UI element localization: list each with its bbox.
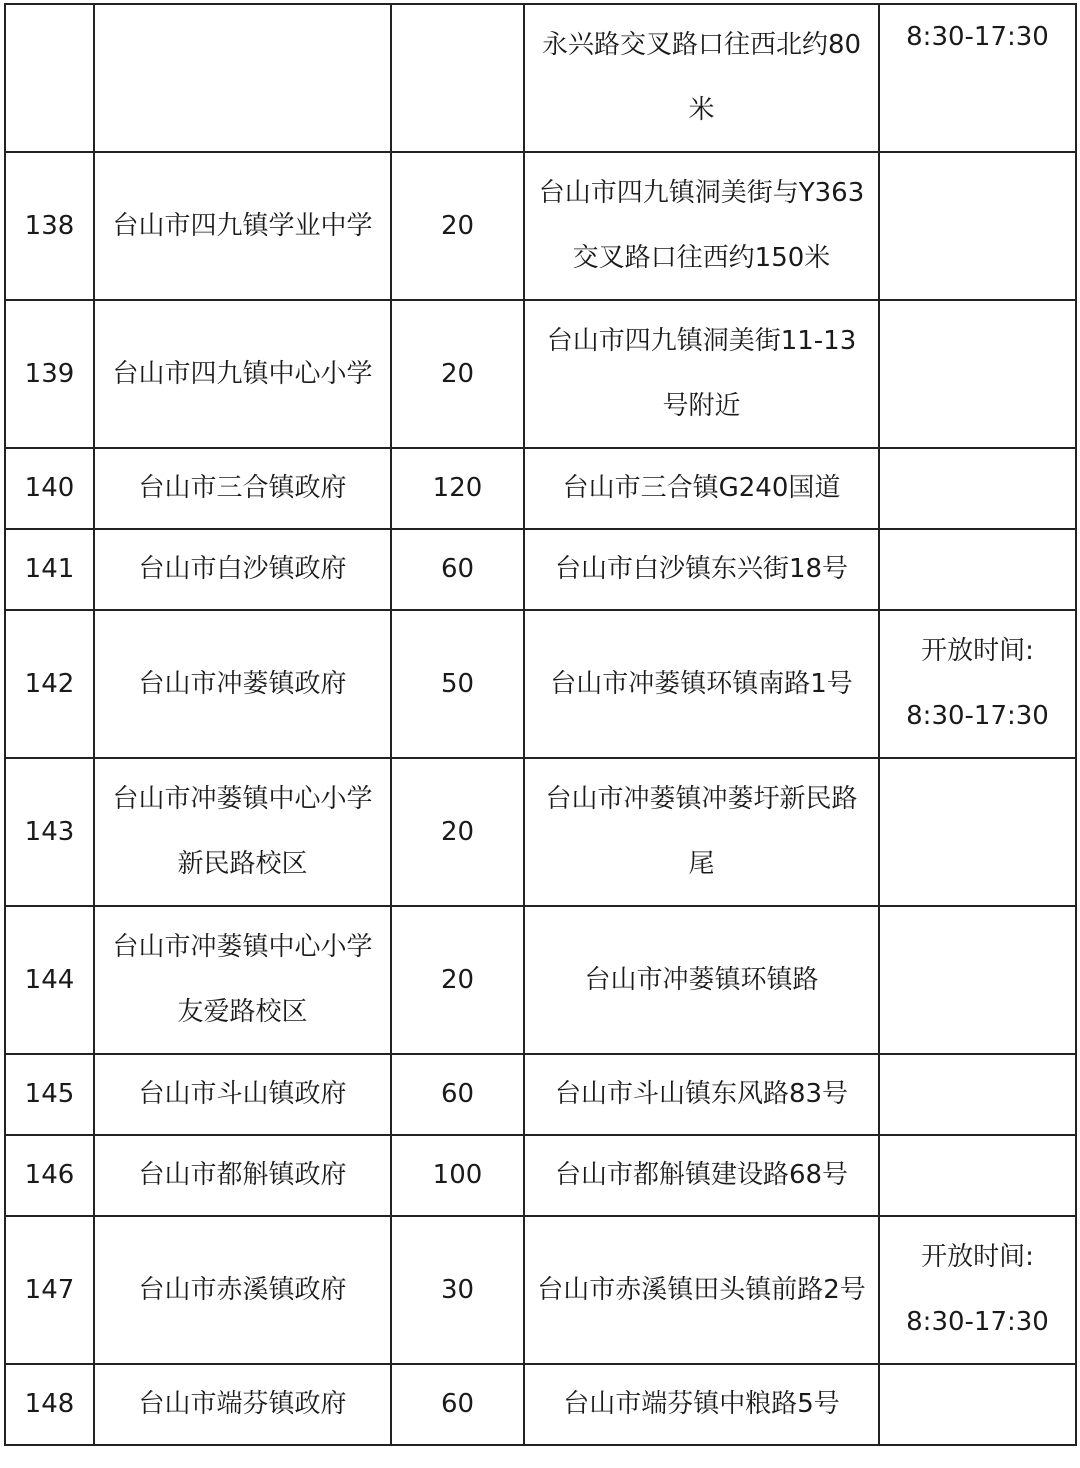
site-count: 50 (391, 610, 524, 758)
site-address: 台山市都斛镇建设路68号 (524, 1135, 879, 1216)
table-row (5, 300, 1076, 448)
open-hours (879, 758, 1076, 906)
site-count: 120 (391, 448, 524, 529)
site-count: 20 (391, 152, 524, 300)
table-row (5, 4, 1076, 152)
open-hours (879, 4, 1076, 152)
row-number: 145 (5, 1054, 94, 1135)
site-address: 台山市斗山镇东风路83号 (524, 1054, 879, 1135)
site-name (94, 4, 391, 152)
table-row (5, 152, 1076, 300)
row-number: 140 (5, 448, 94, 529)
open-hours (879, 1216, 1076, 1364)
site-count: 60 (391, 529, 524, 610)
site-name: 台山市三合镇政府 (94, 448, 391, 529)
site-name: 台山市冲蒌镇中心小学友爱路校区 (94, 906, 391, 1054)
site-address: 台山市冲蒌镇环镇路 (524, 906, 879, 1054)
open-hours (879, 906, 1076, 1054)
site-name: 台山市端芬镇政府 (94, 1364, 391, 1445)
open-hours (879, 300, 1076, 448)
row-number: 144 (5, 906, 94, 1054)
site-address: 台山市四九镇洞美街与Y363交叉路口往西约150米 (524, 152, 879, 300)
site-count: 60 (391, 1054, 524, 1135)
table-row (5, 529, 1076, 610)
site-name: 台山市冲蒌镇中心小学新民路校区 (94, 758, 391, 906)
site-address: 台山市冲蒌镇冲蒌圩新民路尾 (524, 758, 879, 906)
site-address: 台山市赤溪镇田头镇前路2号 (524, 1216, 879, 1364)
row-number: 147 (5, 1216, 94, 1364)
row-number: 142 (5, 610, 94, 758)
site-address: 台山市白沙镇东兴街18号 (524, 529, 879, 610)
table-row (5, 1364, 1076, 1445)
vaccination-sites-table (4, 3, 1077, 1446)
table-row (5, 1135, 1076, 1216)
site-name: 台山市四九镇学业中学 (94, 152, 391, 300)
site-count: 20 (391, 300, 524, 448)
site-count: 30 (391, 1216, 524, 1364)
site-address: 台山市端芬镇中粮路5号 (524, 1364, 879, 1445)
open-hours (879, 1135, 1076, 1216)
site-name: 台山市都斛镇政府 (94, 1135, 391, 1216)
site-count (391, 4, 524, 152)
table-row (5, 758, 1076, 906)
site-count: 20 (391, 906, 524, 1054)
open-hours (879, 448, 1076, 529)
table-row (5, 1054, 1076, 1135)
row-number: 146 (5, 1135, 94, 1216)
table-row (5, 610, 1076, 758)
site-name: 台山市赤溪镇政府 (94, 1216, 391, 1364)
site-name: 台山市四九镇中心小学 (94, 300, 391, 448)
site-address: 台山市四九镇洞美街11-13号附近 (524, 300, 879, 448)
row-number: 138 (5, 152, 94, 300)
row-number: 143 (5, 758, 94, 906)
site-count: 60 (391, 1364, 524, 1445)
site-address: 永兴路交叉路口往西北约80米 (524, 4, 879, 152)
row-number (5, 4, 94, 152)
table-row (5, 906, 1076, 1054)
open-hours-time: 8:30-17:30 (906, 701, 1049, 731)
open-hours (879, 1364, 1076, 1445)
open-hours-time: 8:30-17:30 (906, 22, 1049, 52)
site-address: 台山市三合镇G240国道 (524, 448, 879, 529)
row-number: 139 (5, 300, 94, 448)
site-count: 20 (391, 758, 524, 906)
site-name: 台山市冲蒌镇政府 (94, 610, 391, 758)
open-hours (879, 152, 1076, 300)
site-address: 台山市冲蒌镇环镇南路1号 (524, 610, 879, 758)
table-row (5, 1216, 1076, 1364)
open-hours-label: 开放时间: (921, 1242, 1034, 1272)
site-name: 台山市白沙镇政府 (94, 529, 391, 610)
open-hours (879, 1054, 1076, 1135)
open-hours (879, 610, 1076, 758)
row-number: 148 (5, 1364, 94, 1445)
open-hours-label: 开放时间: (921, 636, 1034, 666)
table-row (5, 448, 1076, 529)
open-hours-time: 8:30-17:30 (906, 1307, 1049, 1337)
site-name: 台山市斗山镇政府 (94, 1054, 391, 1135)
open-hours (879, 529, 1076, 610)
site-count: 100 (391, 1135, 524, 1216)
row-number: 141 (5, 529, 94, 610)
